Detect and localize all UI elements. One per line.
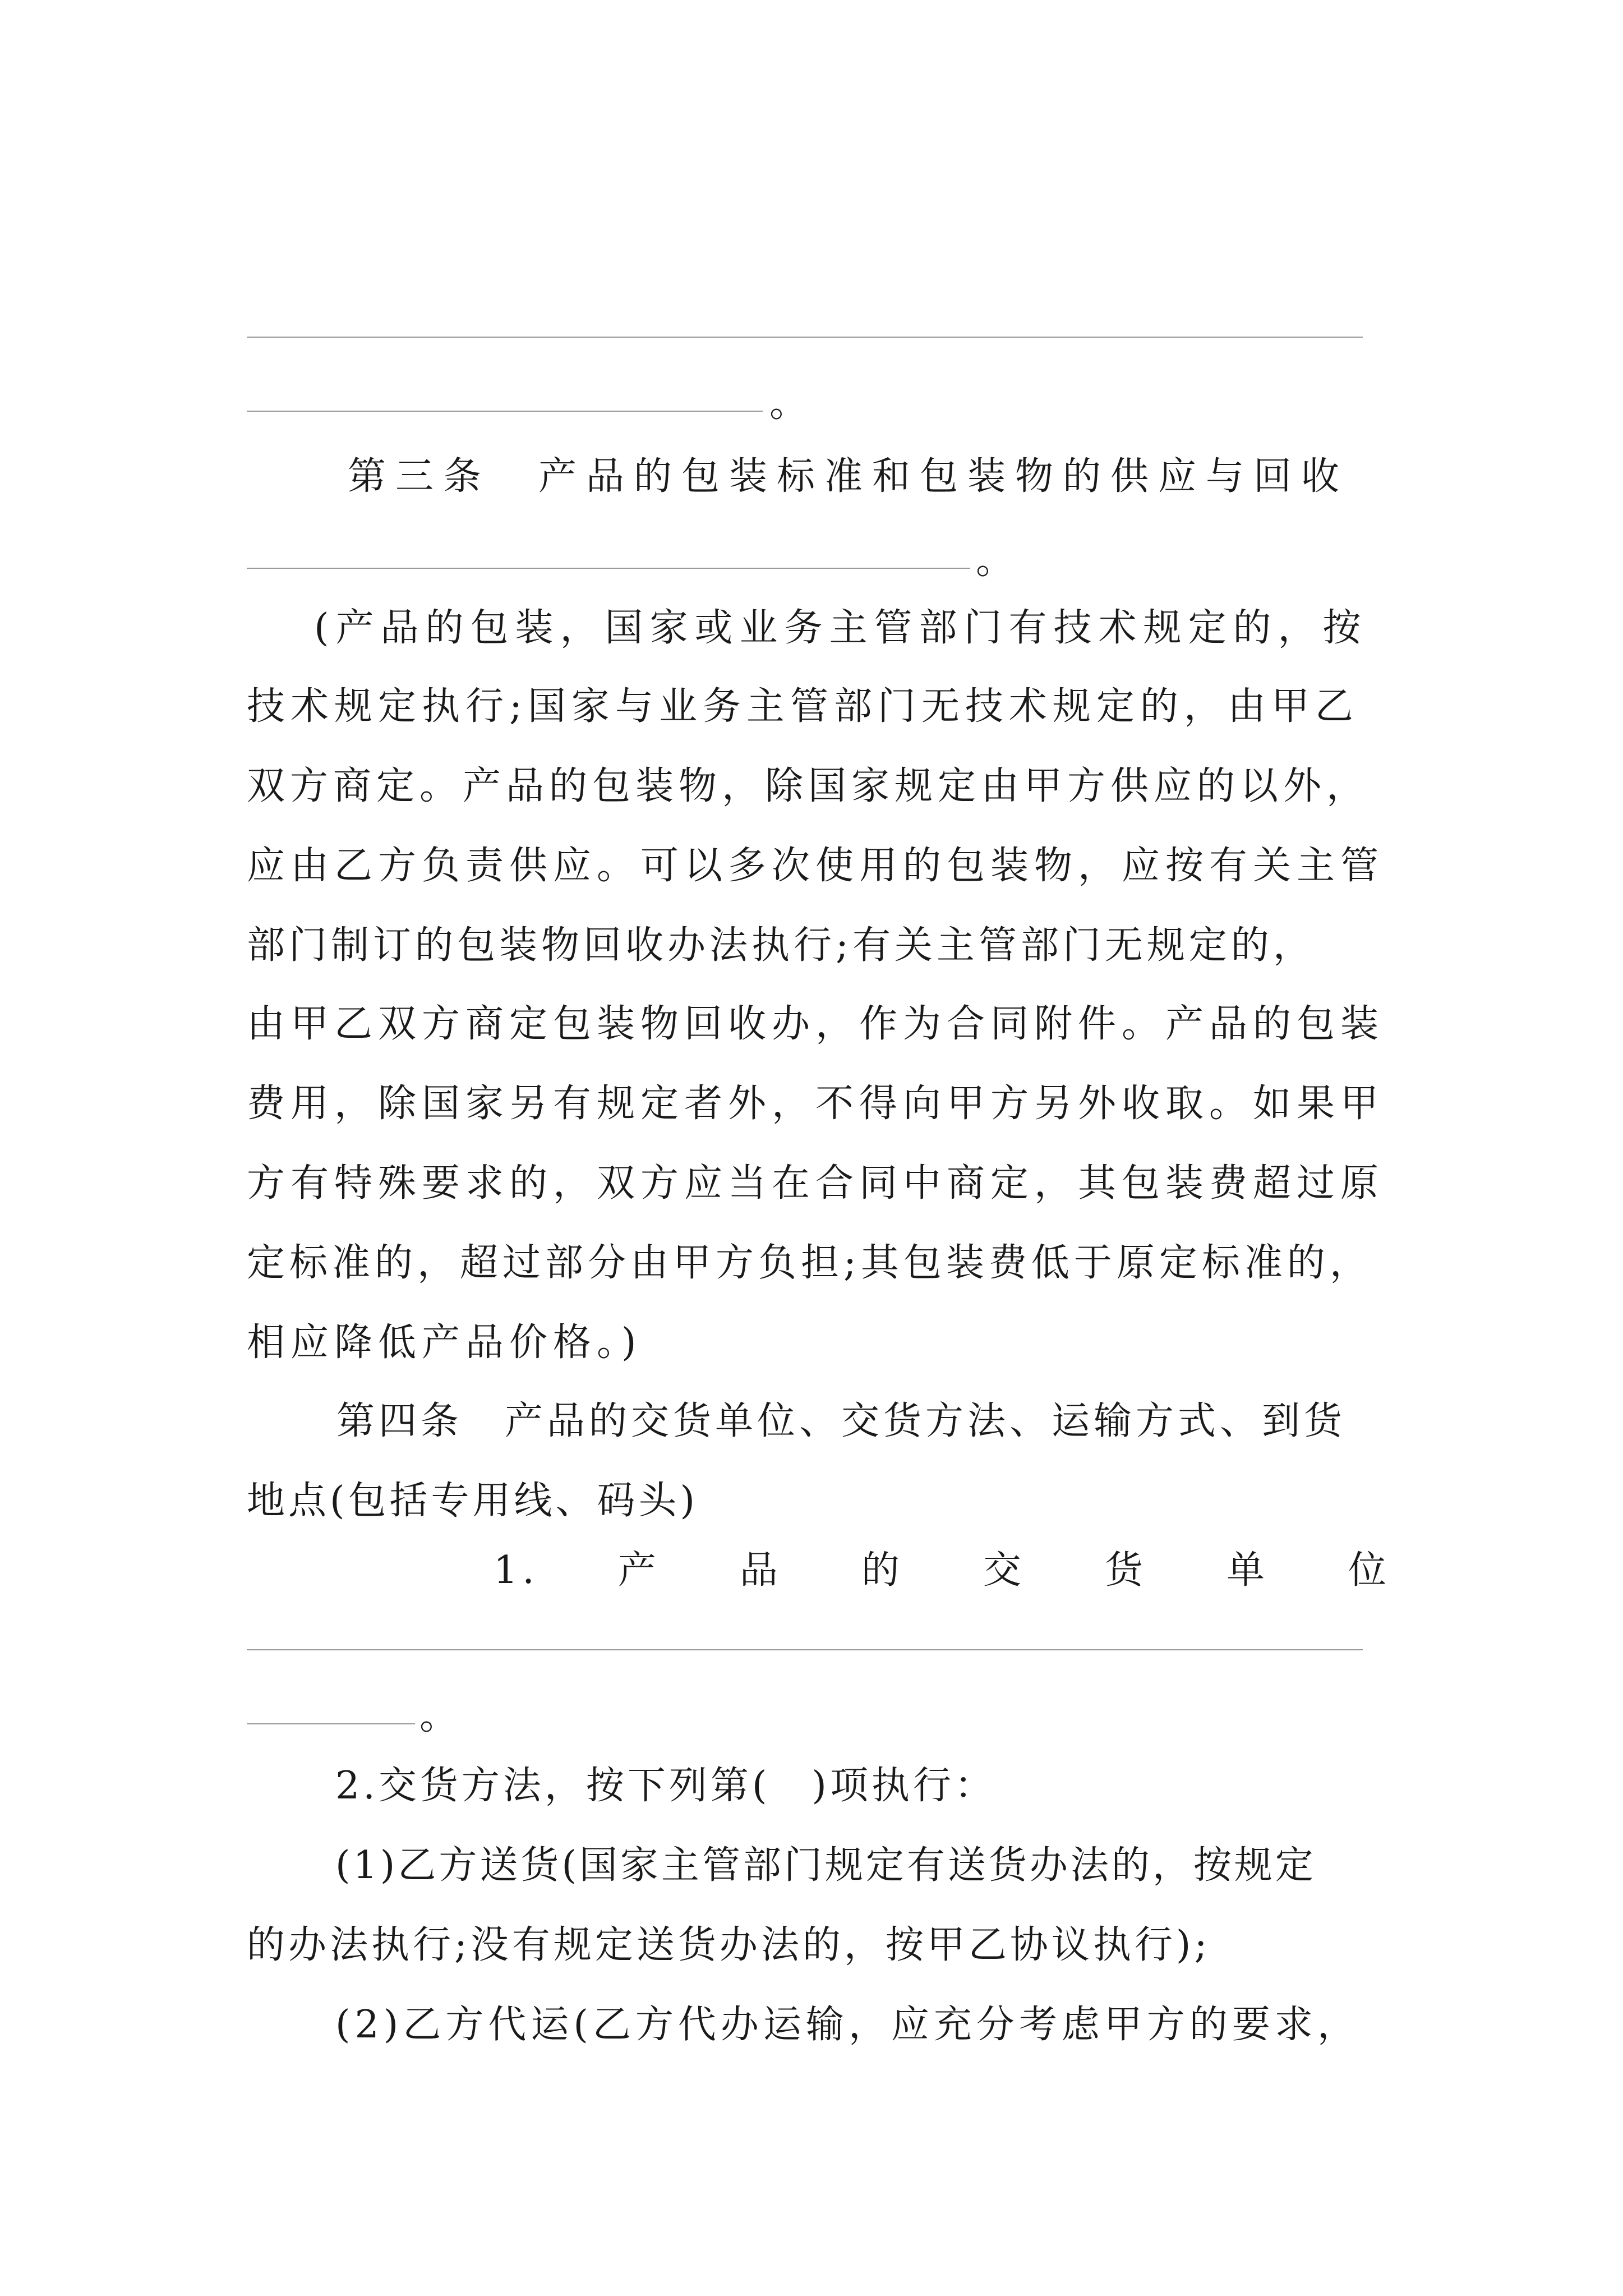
article4-item2: 2.交货方法，按下列第( )项执行： (335, 1764, 996, 1808)
blank-line-2-period: 。 (769, 381, 808, 426)
item1-part-1: 1. (494, 1548, 539, 1593)
article3-line-6: 由甲乙双方商定包装物回收办，作为合同附件。产品的包装 (247, 1002, 1385, 1046)
article3-line-10: 相应降低产品价格。) (247, 1320, 642, 1365)
article3-line-1: (产品的包装，国家或业务主管部门有技术规定的，按 (314, 606, 1368, 650)
item1-part-7: 单 (1226, 1548, 1269, 1593)
blank-line-5-period: 。 (419, 1694, 458, 1738)
item1-part-3: 品 (739, 1548, 782, 1593)
article3-heading: 第三条 产品的包装标准和包装物的供应与回收 (348, 454, 1349, 499)
article4-option1-line-2: 的办法执行;没有规定送货办法的，按甲乙协议执行); (247, 1923, 1211, 1967)
article3-line-7: 费用，除国家另有规定者外，不得向甲方另外收取。如果甲 (247, 1082, 1385, 1126)
item1-part-4: 的 (861, 1548, 904, 1593)
article3-line-5: 部门制订的包装物回收办法执行;有关主管部门无规定的， (247, 923, 1315, 968)
item1-part-6: 货 (1104, 1548, 1147, 1593)
article3-line-2: 技术规定执行;国家与业务主管部门无技术规定的，由甲乙 (247, 684, 1359, 729)
article4-item1 (494, 1548, 1391, 1593)
article4-option2-line-1: (2)乙方代运(乙方代办运输，应充分考虑甲方的要求， (335, 2003, 1360, 2047)
article4-heading-line-2: 地点(包括专用线、码头) (247, 1479, 699, 1523)
article3-line-4: 应由乙方负责供应。可以多次使用的包装物，应按有关主管 (247, 844, 1385, 888)
blank-line-2 (247, 411, 763, 412)
item1-part-5: 交 (983, 1548, 1026, 1593)
item1-part-2: 产 (617, 1548, 661, 1593)
blank-line-5 (247, 1723, 415, 1724)
item1-part-8: 位 (1348, 1548, 1391, 1593)
article3-line-9: 定标准的，超过部分由甲方负担;其包装费低于原定标准的， (247, 1241, 1372, 1285)
article3-line-8: 方有特殊要求的，双方应当在合同中商定，其包装费超过原 (247, 1161, 1385, 1205)
blank-line-3-period: 。 (976, 539, 1015, 583)
article4-option1-line-1: (1)乙方送货(国家主管部门规定有送货办法的，按规定 (335, 1843, 1316, 1888)
blank-line-4 (247, 1649, 1363, 1650)
article4-heading-line-1: 第四条 产品的交货单位、交货方法、运输方式、到货 (336, 1399, 1347, 1443)
blank-line-3 (247, 568, 970, 569)
blank-line-1 (247, 337, 1363, 338)
article3-line-3: 双方商定。产品的包装物，除国家规定由甲方供应的以外， (247, 764, 1370, 808)
